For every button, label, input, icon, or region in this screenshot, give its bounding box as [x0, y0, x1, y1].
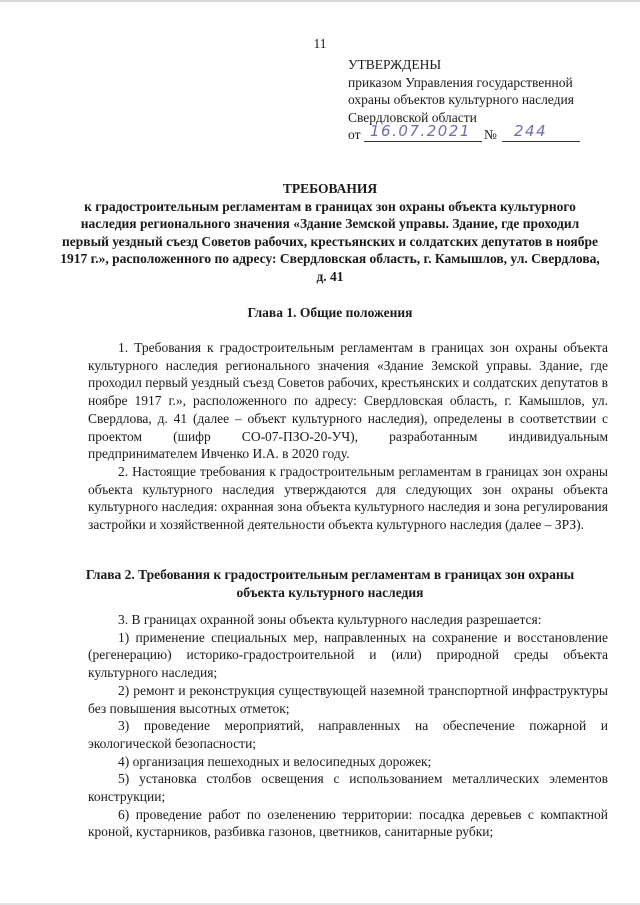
- paragraph-2: 2. Настоящие требования к градостроительным регламентам в границах зон охраны объекта культурного наследия утверждаются для следующих зон охраны объекта культурного наследия: охранная зона объекта культурного наследия и зона регулирования застройки и хозяйственной деятельности объекта культурного наследия (далее – ЗРЗ).: [88, 463, 608, 533]
- date-prefix: от: [348, 127, 361, 142]
- list-item-1: 1) применение специальных мер, направленных на сохранение и восстановление (регенерацию) историко-градостроительной и (или) природной среды объекта культурного наследия;: [88, 629, 608, 681]
- page-number: 11: [313, 36, 327, 51]
- list-item-5: 5) установка столбов освещения с использованием металлических элементов конструкции;: [88, 771, 608, 805]
- approval-order-line: приказом Управления государственной: [348, 74, 573, 90]
- approval-authority-line: охраны объектов культурного наследия: [348, 92, 574, 107]
- chapter2-heading: Глава 2. Требования к градостроительным регламентам в границах зон охраны объекта культурного наследия: [85, 567, 575, 600]
- list-item-2: 2) ремонт и реконструкция существующей наземной транспортной инфраструктуры без повышения высотных отметок;: [88, 682, 608, 716]
- number-underline: [502, 141, 580, 142]
- chapter1-body: [88, 339, 608, 534]
- title-subtitle: к градостроительным регламентам в границах зон охраны объекта культурного наследия регионального значения «Здание Земской управы. Здание, где проходил первый уездный съезд Советов рабочих, крестьянских и солдатских депутатов в ноябре 1917 г.», расположенного по адресу: Свердловская область, г. Камышлов, ул. Свердлова, д. 41: [60, 198, 600, 284]
- number-label: №: [484, 127, 497, 142]
- chapter1-heading: Глава 1. Общие положения: [247, 305, 413, 320]
- title-heading: ТРЕБОВАНИЯ: [282, 181, 378, 196]
- approval-block: [348, 56, 618, 144]
- date-underline: [364, 141, 482, 142]
- document-title: [60, 180, 600, 285]
- approval-date-line: [348, 122, 618, 144]
- chapter2-body: [88, 611, 608, 841]
- list-item-6: 6) проведение работ по озеленению территории: посадка деревьев с компактной кроной, кустарников, разбивка газонов, цветников, санитарные рубки;: [88, 806, 608, 840]
- scan-top-edge: [0, 0, 640, 2]
- approval-heading: УТВЕРЖДЕНЫ: [348, 57, 442, 72]
- paragraph-3: 3. В границах охранной зоны объекта культурного наследия разрешается:: [118, 612, 542, 627]
- approval-region-line: Свердловской области: [348, 109, 477, 125]
- handwritten-date: 16.07.2021: [370, 122, 471, 140]
- list-item-3: 3) проведение мероприятий, направленных на обеспечение пожарной и экологической безопасности;: [88, 718, 608, 751]
- handwritten-number: 244: [514, 122, 548, 140]
- list-item-4: 4) организация пешеходных и велосипедных дорожек;: [118, 753, 432, 769]
- paragraph-1: 1. Требования к градостроительным регламентам в границах зон охраны объекта культурного наследия регионального значения «Здание Земской управы. Здание, где проходил первый уездный съезд Советов рабочих, крестьянских и солдатских депутатов в ноябре 1917 г.», расположенного по адресу: Свердловская область, г. Камышлов, ул. Свердлова, д. 41 (далее – объект культурного наследия), определены в соответствии с проектом (шифр СО-07-ПЗО-20-УЧ), разработанным индивидуальным предпринимателем Ивченко И.А. в 2020 году.: [88, 340, 608, 462]
